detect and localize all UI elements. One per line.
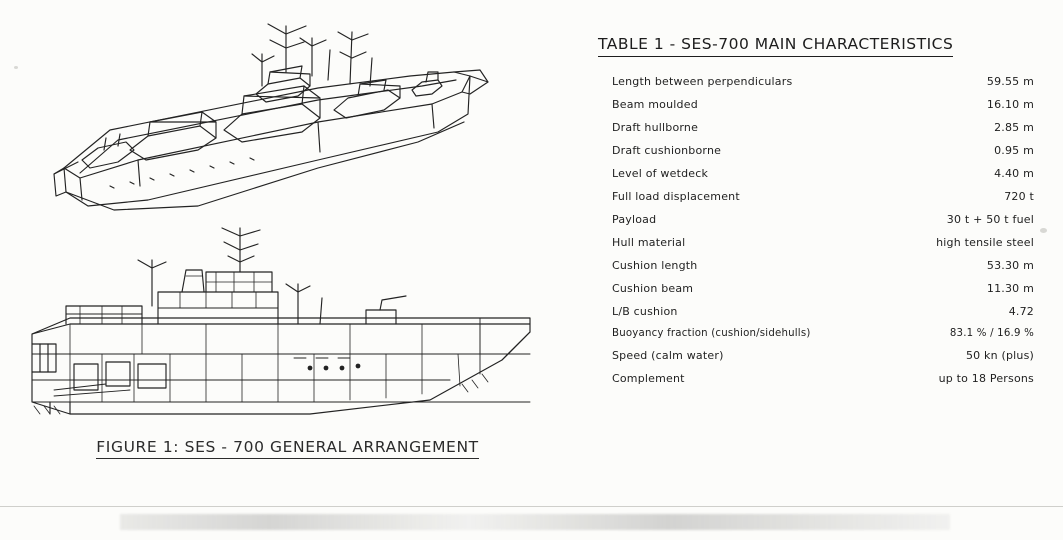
row-label: Hull material [612, 236, 686, 249]
row-label: Draft hullborne [612, 121, 699, 134]
row-value: high tensile steel [936, 236, 1034, 249]
table-row [612, 280, 1040, 303]
row-value: 16.10 m [986, 98, 1034, 111]
table-body [612, 73, 1040, 393]
figure-caption-text: FIGURE 1: SES - 700 GENERAL ARRANGEMENT [96, 438, 478, 459]
row-label: Beam moulded [612, 98, 698, 111]
scan-speck [1040, 228, 1047, 233]
row-value: 4.72 [1008, 305, 1034, 318]
table-row [612, 165, 1040, 188]
table-row [612, 73, 1040, 96]
table-row [612, 211, 1040, 234]
perspective-view [54, 24, 488, 210]
row-value: 11.30 m [986, 282, 1034, 295]
row-label: Length between perpendiculars [612, 75, 793, 88]
table-row [612, 257, 1040, 280]
row-value: 0.95 m [994, 144, 1034, 157]
main-characteristics-table [612, 73, 1040, 393]
row-value: 53.30 m [986, 259, 1034, 272]
row-value: 83.1 % / 16.9 % [949, 328, 1034, 339]
ses-700-general-arrangement-drawing [10, 8, 570, 428]
table-row [612, 370, 1040, 393]
table-row [612, 119, 1040, 142]
scan-smudge [120, 514, 950, 530]
table-row [612, 96, 1040, 119]
row-label: L/B cushion [612, 305, 678, 318]
row-value: 2.85 m [994, 121, 1034, 134]
table-row [612, 188, 1040, 211]
table-row [612, 303, 1040, 326]
page-divider [0, 506, 1063, 507]
row-value: 50 kn (plus) [965, 349, 1034, 362]
table-1-panel [596, 34, 1048, 393]
figure-caption [0, 438, 575, 456]
row-label: Buoyancy fraction (cushion/sidehulls) [612, 328, 811, 339]
row-label: Cushion beam [612, 282, 694, 295]
row-label: Speed (calm water) [612, 349, 724, 362]
row-label: Level of wetdeck [612, 167, 709, 180]
table-row [612, 142, 1040, 165]
table-title: TABLE 1 - SES-700 MAIN CHARACTERISTICS [598, 35, 953, 57]
row-label: Draft cushionborne [612, 144, 722, 157]
profile-view [32, 228, 530, 414]
row-value: 720 t [1004, 190, 1034, 203]
scan-speck [14, 66, 18, 69]
table-row [612, 326, 1040, 347]
row-label: Full load displacement [612, 190, 740, 203]
row-label: Payload [612, 213, 657, 226]
table-row [612, 347, 1040, 370]
row-value: 59.55 m [986, 75, 1034, 88]
table-row [612, 234, 1040, 257]
row-label: Cushion length [612, 259, 698, 272]
row-value: up to 18 Persons [938, 372, 1034, 385]
row-value: 30 t + 50 t fuel [946, 213, 1034, 226]
row-label: Complement [612, 372, 685, 385]
row-value: 4.40 m [994, 167, 1034, 180]
